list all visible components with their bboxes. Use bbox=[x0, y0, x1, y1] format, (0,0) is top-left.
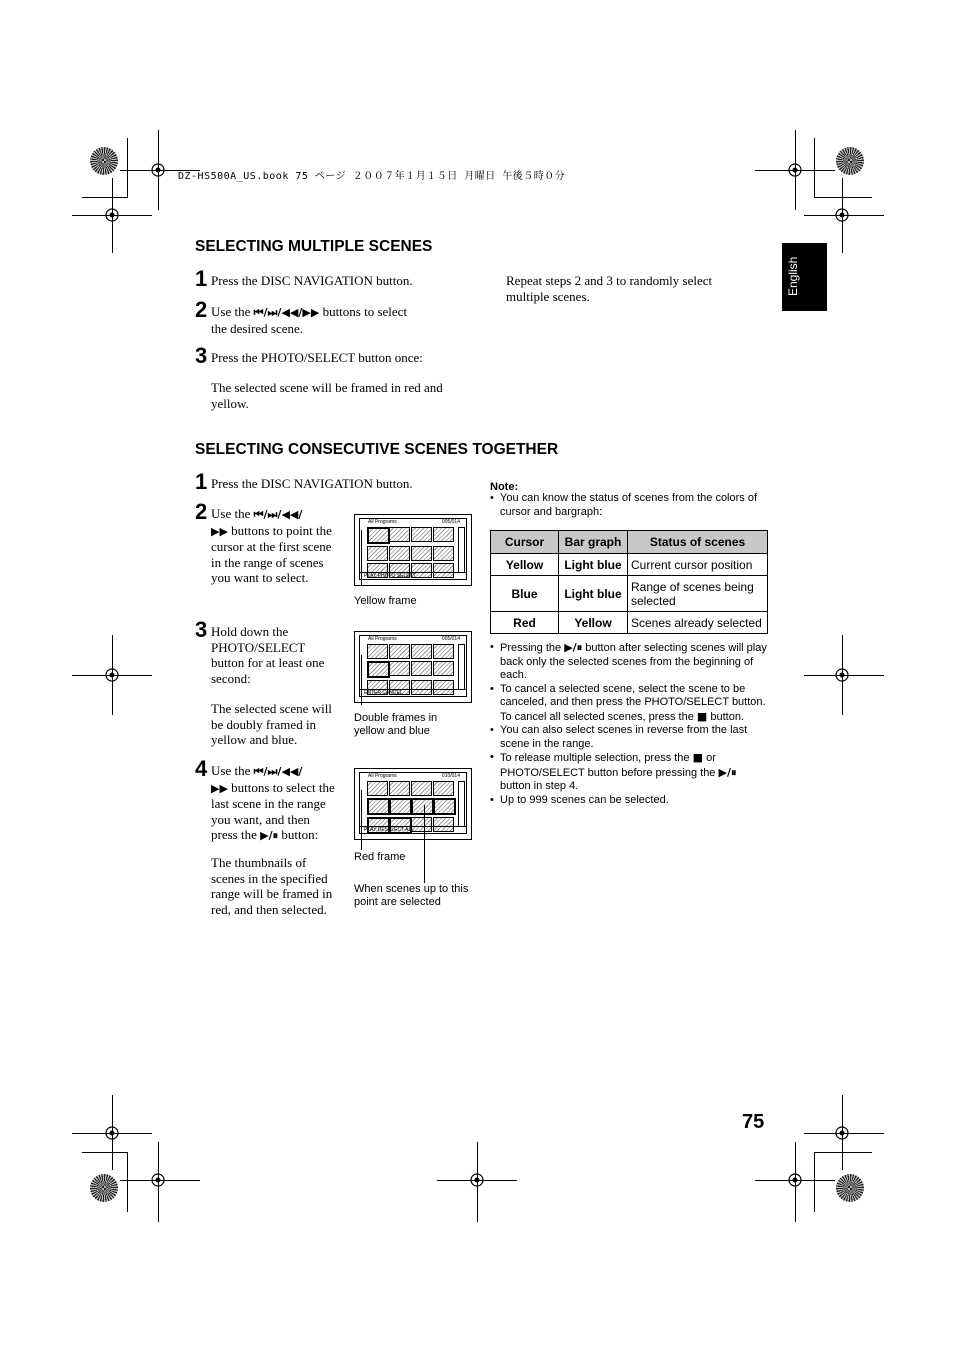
language-tab bbox=[782, 243, 827, 311]
step-subtext bbox=[211, 855, 351, 917]
step-text-pre: Use the bbox=[211, 763, 251, 778]
status-table bbox=[490, 530, 768, 634]
thumbnail bbox=[433, 661, 454, 676]
registration-mark-icon bbox=[833, 1124, 851, 1142]
table-header: Cursor bbox=[491, 531, 559, 554]
table-cell: Scenes already selected bbox=[628, 612, 768, 634]
bullet-text: You can also select scenes in reverse from the last scene in the range. bbox=[500, 724, 748, 750]
color-rosette-icon bbox=[836, 1174, 864, 1202]
step-text-line: you want to select. bbox=[211, 570, 309, 585]
registration-mark-icon bbox=[103, 206, 121, 224]
step-text-line: button: bbox=[281, 827, 319, 842]
table-row bbox=[491, 576, 768, 612]
step-number: 2 bbox=[195, 499, 208, 524]
caption-yellow-frame: Yellow frame bbox=[354, 595, 417, 607]
step-text-pre: Use the bbox=[211, 304, 251, 319]
lcd-display bbox=[359, 518, 467, 580]
table-header: Status of scenes bbox=[628, 531, 768, 554]
table-cell: Light blue bbox=[559, 576, 628, 612]
lcd-footer-text: ENTER CANCEL bbox=[364, 690, 403, 696]
thumbnail bbox=[411, 546, 432, 561]
note-bullet: • Pressing the ▶/⏸ button after selecting scenes will play back only the selected scenes from the beginning of each. bbox=[490, 641, 767, 681]
color-rosette-icon bbox=[836, 147, 864, 175]
step-text: Press the DISC NAVIGATION button. bbox=[211, 476, 413, 491]
step-text-line: in the range of scenes bbox=[211, 554, 324, 570]
color-rosette-icon bbox=[90, 147, 118, 175]
bullet-text: Up to 999 scenes can be selected. bbox=[500, 793, 669, 806]
step-text-line: buttons to select the bbox=[231, 779, 335, 795]
thumbnail bbox=[389, 798, 412, 815]
table-header: Bar graph bbox=[559, 531, 628, 554]
thumbnail bbox=[389, 781, 410, 796]
thumbnail bbox=[389, 546, 410, 561]
bullet-text: To cancel a selected scene, select the scene to be canceled, and then press the PHOTO/SELECT button. bbox=[500, 682, 766, 708]
bar-graph bbox=[458, 644, 465, 690]
step-text bbox=[211, 506, 351, 586]
lcd-title-bar bbox=[360, 519, 466, 525]
color-rosette-icon bbox=[90, 1174, 118, 1202]
bullet-text: To release multiple selection, press the bbox=[500, 752, 690, 764]
step-text-line: The selected scene will bbox=[211, 701, 332, 716]
table-row bbox=[491, 554, 768, 576]
table-cell: Current cursor position bbox=[628, 554, 768, 576]
caption-selected-point: When scenes up to this point are selected bbox=[354, 883, 469, 908]
lcd-title-bar bbox=[360, 636, 466, 642]
lcd-counter: 005/014 bbox=[441, 636, 460, 642]
step-text: Press the PHOTO/SELECT button once: bbox=[211, 350, 423, 365]
bullet-text: button after selecting scenes will play back only the selected scenes from the beginning of each. bbox=[500, 642, 767, 681]
registration-mark-icon bbox=[833, 666, 851, 684]
bullet-text: Pressing the bbox=[500, 642, 562, 654]
step-text-line: second: bbox=[211, 670, 251, 686]
forward-icon: ▶▶ bbox=[211, 524, 228, 538]
lcd-footer bbox=[360, 572, 466, 580]
step-text-post: buttons to select bbox=[322, 304, 408, 319]
registration-mark-icon bbox=[149, 1171, 167, 1189]
registration-mark-icon bbox=[103, 1124, 121, 1142]
lcd-display bbox=[359, 772, 467, 834]
step-subtext: The selected scene will be framed in red and yellow. bbox=[211, 380, 443, 411]
registration-mark-icon bbox=[833, 206, 851, 224]
lcd-title: All Programs bbox=[368, 773, 397, 779]
caption-red-frame: Red frame bbox=[354, 851, 406, 863]
thumbnail-grid bbox=[367, 527, 455, 572]
bar-graph bbox=[458, 781, 465, 827]
caption-double-frame: Double frames in yellow and blue bbox=[354, 712, 438, 737]
registration-mark-icon bbox=[786, 161, 804, 179]
thumbnail bbox=[411, 644, 432, 659]
step-text-line: the desired scene. bbox=[211, 320, 304, 336]
lcd-title-bar bbox=[360, 773, 466, 779]
registration-mark-icon bbox=[103, 666, 121, 684]
nav-buttons-icon: ⏮/⏭/◀◀/▶▶ bbox=[253, 306, 320, 319]
bar-graph bbox=[458, 527, 465, 573]
step-text bbox=[211, 304, 471, 336]
note-heading: Note: bbox=[490, 481, 519, 493]
table-cell: Blue bbox=[491, 576, 559, 612]
step-text-line: scenes in the specified bbox=[211, 870, 328, 886]
thumbnail bbox=[367, 661, 390, 678]
table-header-row bbox=[491, 531, 768, 554]
thumbnail bbox=[367, 527, 390, 544]
lcd-counter: 010/014 bbox=[441, 773, 460, 779]
thumbnail bbox=[411, 781, 432, 796]
step-text: Press the DISC NAVIGATION button. bbox=[211, 273, 413, 288]
step-text bbox=[211, 624, 351, 686]
step-number: 1 bbox=[195, 469, 208, 494]
table-cell: Yellow bbox=[559, 612, 628, 634]
note-bullet: • Up to 999 scenes can be selected. bbox=[490, 793, 669, 806]
thumbnail bbox=[411, 798, 434, 815]
page-number: 75 bbox=[742, 1111, 765, 1133]
lcd-screen-red-frame bbox=[354, 768, 472, 840]
step-text-line: Hold down the bbox=[211, 624, 289, 639]
registration-mark-icon bbox=[149, 161, 167, 179]
table-cell: Red bbox=[491, 612, 559, 634]
step-text-line: press the bbox=[211, 827, 257, 842]
lcd-title: All Programs bbox=[368, 519, 397, 525]
step-number: 4 bbox=[195, 756, 208, 781]
note-bullet: • To release multiple selection, press the ■ or PHOTO/SELECT button before pressing the ▶/⏸ button in step 4. bbox=[490, 751, 737, 792]
step-text-line: button for at least one bbox=[211, 655, 325, 670]
step-text-line: buttons to point the bbox=[231, 522, 332, 538]
play-pause-icon: ▶/⏸ bbox=[718, 765, 737, 779]
lcd-display bbox=[359, 635, 467, 697]
registration-mark-icon bbox=[468, 1171, 486, 1189]
registration-mark-icon bbox=[786, 1171, 804, 1189]
thumbnail bbox=[389, 661, 410, 676]
thumbnail bbox=[367, 644, 388, 659]
nav-buttons-icon: ⏮/⏭/◀◀/ bbox=[253, 765, 303, 778]
table-cell: Yellow bbox=[491, 554, 559, 576]
forward-icon: ▶▶ bbox=[211, 781, 228, 795]
step-number: 3 bbox=[195, 617, 208, 642]
thumbnail bbox=[433, 644, 454, 659]
nav-buttons-icon: ⏮/⏭/◀◀/ bbox=[253, 508, 303, 521]
bullet-text: or PHOTO/SELECT button before pressing the bbox=[500, 752, 716, 779]
thumbnail bbox=[367, 798, 390, 815]
stop-icon: ■ bbox=[692, 751, 704, 764]
thumbnail bbox=[433, 798, 456, 815]
thumbnail-grid bbox=[367, 781, 455, 826]
lcd-footer bbox=[360, 689, 466, 697]
table-cell: Range of scenes being selected bbox=[628, 576, 768, 612]
note-intro: • You can know the status of scenes from the colors of cursor and bargraph: bbox=[490, 492, 768, 519]
lcd-screen-double-frame bbox=[354, 631, 472, 703]
lcd-counter: 005/014 bbox=[441, 519, 460, 525]
step-text-line: red, and then selected. bbox=[211, 901, 327, 917]
thumbnail bbox=[411, 661, 432, 676]
note-bullet: • You can also select scenes in reverse from the last scene in the range. bbox=[490, 724, 748, 750]
step-text-line: be doubly framed in bbox=[211, 716, 317, 732]
play-pause-icon: ▶/⏸ bbox=[260, 829, 279, 842]
section-title-multiple: SELECTING MULTIPLE SCENES bbox=[195, 238, 433, 255]
step-text-pre: Use the bbox=[211, 506, 251, 521]
step-text-line: The thumbnails of bbox=[211, 855, 307, 870]
step-number: 3 bbox=[195, 343, 208, 368]
repeat-text: Repeat steps 2 and 3 to randomly select multiple scenes. bbox=[506, 273, 713, 304]
table-row bbox=[491, 612, 768, 634]
section-title-consecutive: SELECTING CONSECUTIVE SCENES TOGETHER bbox=[195, 441, 559, 458]
thumbnail-grid bbox=[367, 644, 455, 689]
print-header: DZ-HS500A_US.book 75 ページ ２００７年１月１５日 月曜日 午後５時０分 bbox=[178, 171, 566, 182]
lcd-footer-text: PLAY DESELECT ALL bbox=[364, 827, 415, 833]
thumbnail bbox=[411, 527, 432, 542]
step-subtext bbox=[211, 701, 351, 748]
lcd-title: All Programs bbox=[368, 636, 397, 642]
thumbnail bbox=[389, 527, 410, 542]
step-text-line: you want, and then bbox=[211, 811, 310, 827]
step-text-line: cursor at the first scene bbox=[211, 539, 332, 554]
table-cell: Light blue bbox=[559, 554, 628, 576]
step-text bbox=[211, 763, 351, 844]
step-number: 2 bbox=[195, 297, 208, 322]
step-text-line: range will be framed in bbox=[211, 886, 333, 901]
thumbnail bbox=[433, 527, 454, 542]
bullet-text: button in step 4. bbox=[500, 780, 579, 792]
bullet-text: button. bbox=[710, 710, 744, 723]
note-bullets bbox=[490, 641, 768, 807]
note-bullet: • To cancel a selected scene, select the scene to be canceled, and then press the PHOTO/SELECT button. To cancel all selected scenes, press the ■ button. bbox=[490, 682, 766, 723]
step-text-line: yellow and blue. bbox=[211, 732, 298, 747]
step-text-line: last scene in the range bbox=[211, 796, 326, 811]
step-text-line: PHOTO/SELECT bbox=[211, 639, 306, 655]
stop-icon: ■ bbox=[696, 709, 708, 723]
bullet-text: To cancel all selected scenes, press the bbox=[500, 710, 694, 723]
thumbnail bbox=[433, 781, 454, 796]
thumbnail bbox=[389, 644, 410, 659]
lcd-footer bbox=[360, 826, 466, 834]
lcd-footer-text: PLAY PHOTO SELECT bbox=[364, 573, 417, 579]
step-number: 1 bbox=[195, 266, 208, 291]
thumbnail bbox=[367, 781, 388, 796]
lcd-screen-yellow-frame bbox=[354, 514, 472, 586]
language-tab-label: English bbox=[786, 256, 800, 296]
play-pause-icon: ▶/⏸ bbox=[564, 641, 583, 654]
note-intro-text: You can know the status of scenes from the colors of cursor and bargraph: bbox=[500, 492, 758, 518]
thumbnail bbox=[433, 546, 454, 561]
thumbnail bbox=[367, 546, 388, 561]
